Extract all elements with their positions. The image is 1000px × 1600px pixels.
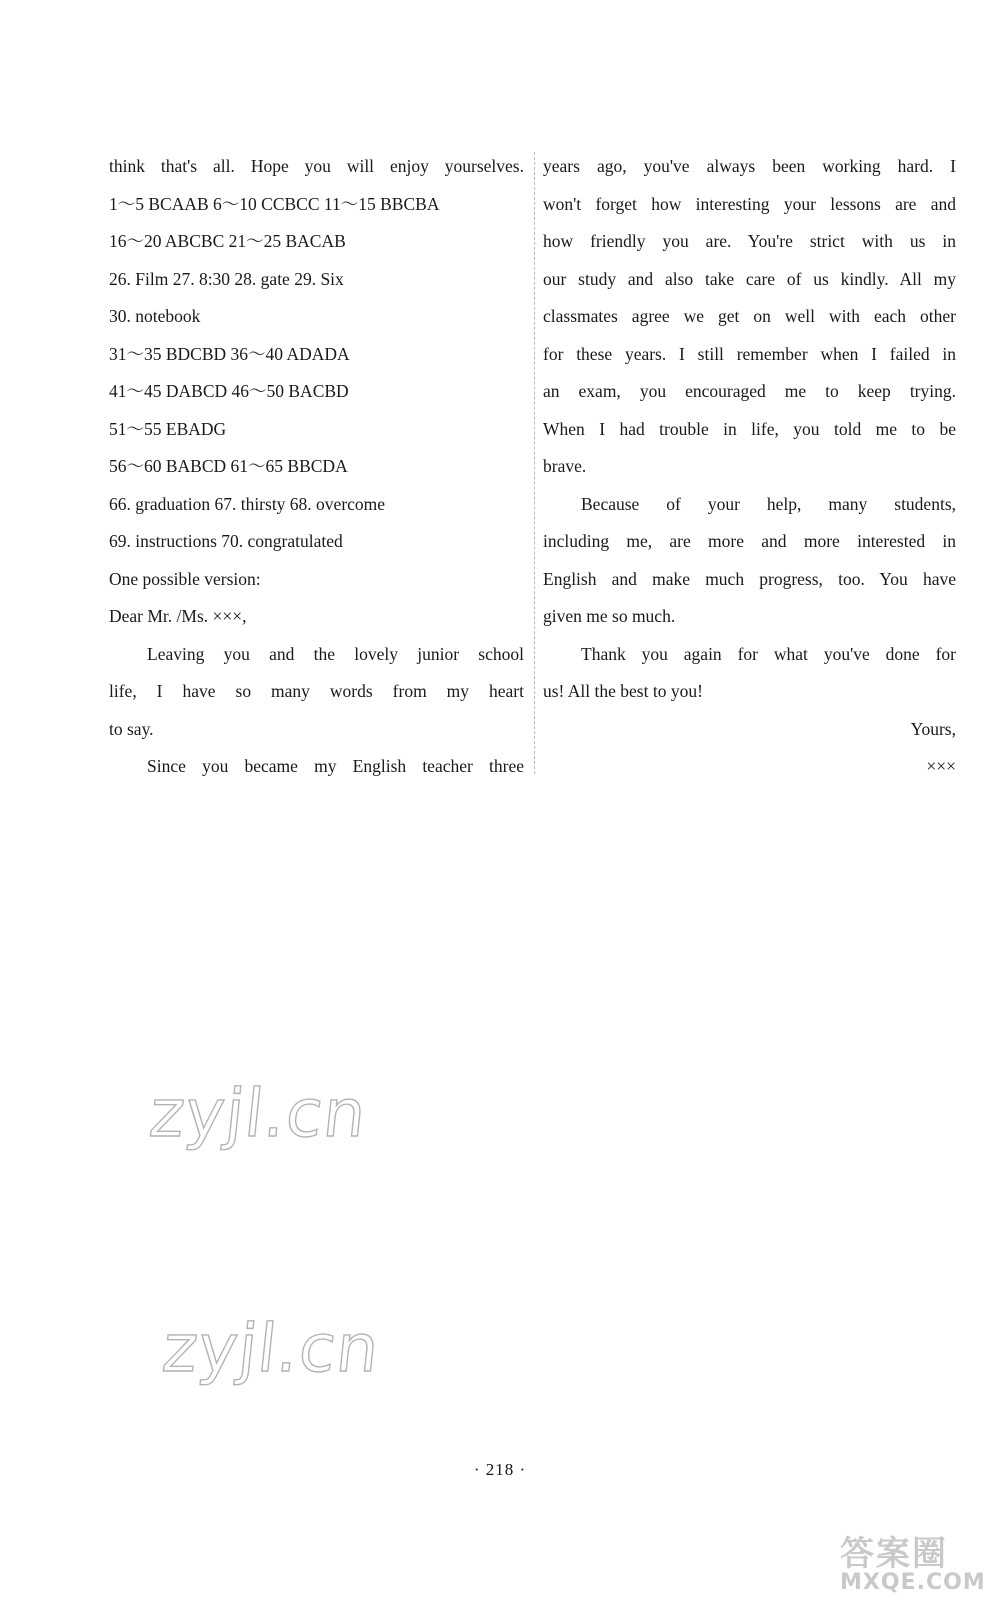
text-line: brave. [543,456,587,476]
text-line: English and make much progress, too. You have [543,568,956,589]
letter-closing: Yours, [910,718,956,739]
text-line: Leaving you and the lovely junior school [147,643,524,664]
right-column [543,148,956,786]
answer-line: 1～5 BCAAB 6～10 CCBCC 11～15 BBCBA [109,193,440,214]
text-line: given me so much. [543,606,676,626]
watermark: zyjl.cn [158,1310,384,1387]
answer-line: 30. notebook [109,306,201,326]
text-line: won't forget how interesting your lessons are and [543,193,956,214]
text-line: Since you became my English teacher three [147,756,524,776]
text-line: how friendly you are. You're strict with us in [543,231,956,251]
corner-logo-bottom: MXQE.COM [840,1570,986,1595]
column-divider [534,152,535,774]
answer-line: 16～20 ABCBC 21～25 BACAB [109,231,346,251]
answer-line: 66. graduation 67. thirsty 68. overcome [109,493,386,514]
text-line: life, I have so many words from my heart [109,681,524,701]
answer-line: 69. instructions 70. congratulated [109,531,343,551]
watermark: zyjl.cn [145,1075,371,1152]
text-line: think that's all. Hope you will enjoy yourselves. [109,156,524,176]
text-line: One possible version: [109,568,261,589]
corner-logo-top: 答案圈 [840,1534,948,1574]
text-line: to say. [109,718,154,739]
text-line: When I had trouble in life, you told me to be [543,418,956,439]
text-line: years ago, you've always been working hard. I [543,156,956,176]
answer-line: 41～45 DABCD 46～50 BACBD [109,381,349,401]
left-column [109,148,524,786]
text-line: Thank you again for what you've done for [581,643,956,664]
answer-line: 51～55 EBADG [109,418,227,439]
text-line: for these years. I still remember when I failed in [543,343,956,364]
text-line: an exam, you encouraged me to keep trying. [543,381,956,401]
answer-line: 31～35 BDCBD 36～40 ADADA [109,343,350,364]
answer-line: 56～60 BABCD 61～65 BBCDA [109,456,348,476]
letter-signature: ××× [926,756,956,776]
page-number: · 218 · [473,1460,527,1479]
text-line: us! All the best to you! [543,681,703,701]
corner-logo [840,1536,990,1594]
text-line: classmates agree we get on well with each other [543,306,956,326]
text-line: Because of your help, many students, [581,493,956,514]
answer-line: 26. Film 27. 8:30 28. gate 29. Six [109,268,344,289]
letter-salutation: Dear Mr. /Ms. ×××, [109,606,247,626]
text-line: our study and also take care of us kindly. All my [543,268,956,289]
text-line: including me, are more and more interested in [543,531,956,551]
